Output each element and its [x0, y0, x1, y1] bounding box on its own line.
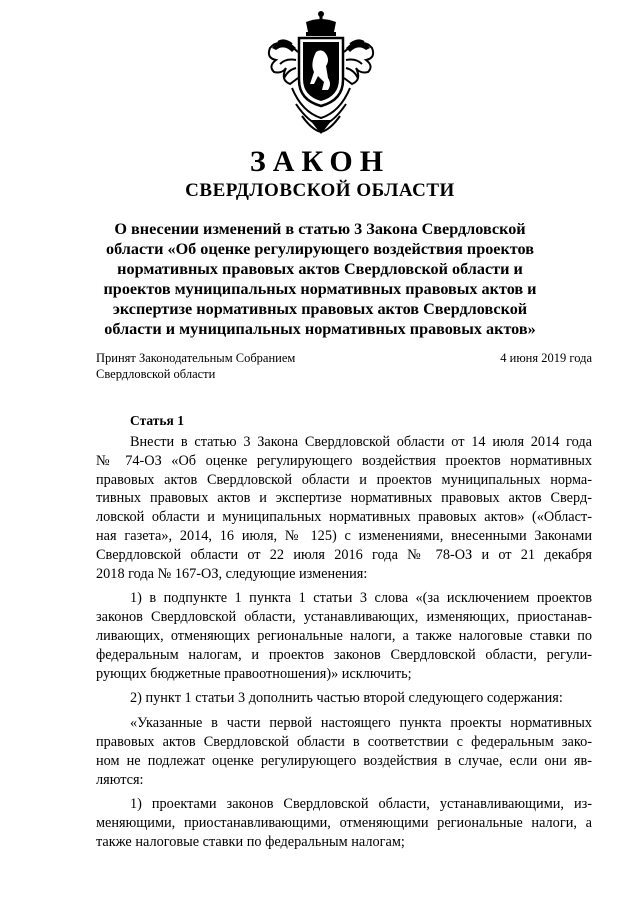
text-line: 2) пункт 1 статьи 3 дополнить частью второй следующего содержания:: [130, 690, 563, 707]
text-line: Свердловской области от 22 июля 2016 года № 78-ОЗ и от 21 декабря: [96, 546, 592, 563]
text-line: Внести в статью 3 Закона Свердловской области от 14 июля 2014 года: [130, 434, 592, 450]
text-line: ляются:: [96, 771, 144, 788]
text-line: ном не подлежат оценке регулирующего воздействия в случае, если они яв-: [96, 752, 592, 769]
text-line: № 74-ОЗ «Об оценке регулирующего воздействия проектов нормативных: [96, 452, 592, 469]
text-line: также налоговые ставки по федеральным налогам;: [96, 833, 405, 850]
text-line: тивных правовых актов и экспертизе нормативных правовых актов Сверд-: [96, 490, 592, 507]
article-title: Статья 1: [130, 413, 184, 428]
text-line: правовых актов Свердловской области и проектов муниципальных норма-: [96, 471, 592, 488]
text-line: «Указанные в части первой настоящего пункта проекты нормативных: [130, 715, 592, 732]
law-heading: [88, 219, 552, 339]
text-line: 1) в подпункте 1 пункта 1 статьи 3 слова «(за исключением проектов: [130, 590, 592, 607]
text-line: рующих бюджетные правоотношения)» исключить;: [96, 665, 412, 682]
heading-line: нормативных правовых актов Свердловской области и: [117, 260, 523, 278]
text-line: 2018 года № 167-ОЗ, следующие изменения:: [96, 565, 368, 582]
adoption-line: Свердловской области: [96, 367, 216, 381]
heading-line: области и муниципальных нормативных правовых актов»: [104, 320, 536, 338]
adoption-line: Принят Законодательным Собранием: [96, 351, 296, 365]
text-line: законов Свердловской области, устанавливающих, изменяющих, приостанав-: [96, 609, 592, 626]
text-line: меняющими, приостанавливающими, отменяющими региональные налоги, а: [96, 815, 592, 832]
adoption-date: 4 июня 2019 года: [500, 351, 592, 365]
law-title: ЗАКОН: [249, 145, 391, 178]
paragraph: [96, 795, 592, 851]
heading-line: экспертизе нормативных правовых актов Свердловской: [112, 300, 528, 318]
coat-of-arms-icon: [262, 8, 380, 136]
text-line: ловской области и муниципальных нормативных правовых актов» («Област-: [96, 509, 592, 526]
text-line: правовых актов Свердловской области в соответствии с федеральным зако-: [96, 733, 592, 750]
law-region: СВЕРДЛОВСКОЙ ОБЛАСТИ: [185, 180, 455, 201]
heading-line: О внесении изменений в статью 3 Закона Свердловской: [114, 220, 526, 238]
heading-line: области «Об оценке регулирующего воздействия проектов: [106, 240, 534, 258]
text-line: ливающих, отменяющих региональные налоги, а также налоговые ставки по: [96, 627, 592, 644]
adoption-note: [96, 350, 295, 382]
paragraph: [96, 589, 592, 683]
article-body: [96, 433, 592, 858]
paragraph: [96, 433, 592, 583]
paragraph: [96, 714, 592, 789]
text-line: федеральным налогам, и проектов законов Свердловской области, регули-: [96, 646, 592, 663]
text-line: ная газета», 2014, 16 июля, № 125) с изменениями, внесенными Законами: [96, 527, 592, 544]
paragraph: [96, 689, 592, 708]
heading-line: проектов муниципальных нормативных правовых актов и: [103, 280, 537, 298]
text-line: 1) проектами законов Свердловской области, устанавливающими, из-: [130, 796, 592, 813]
